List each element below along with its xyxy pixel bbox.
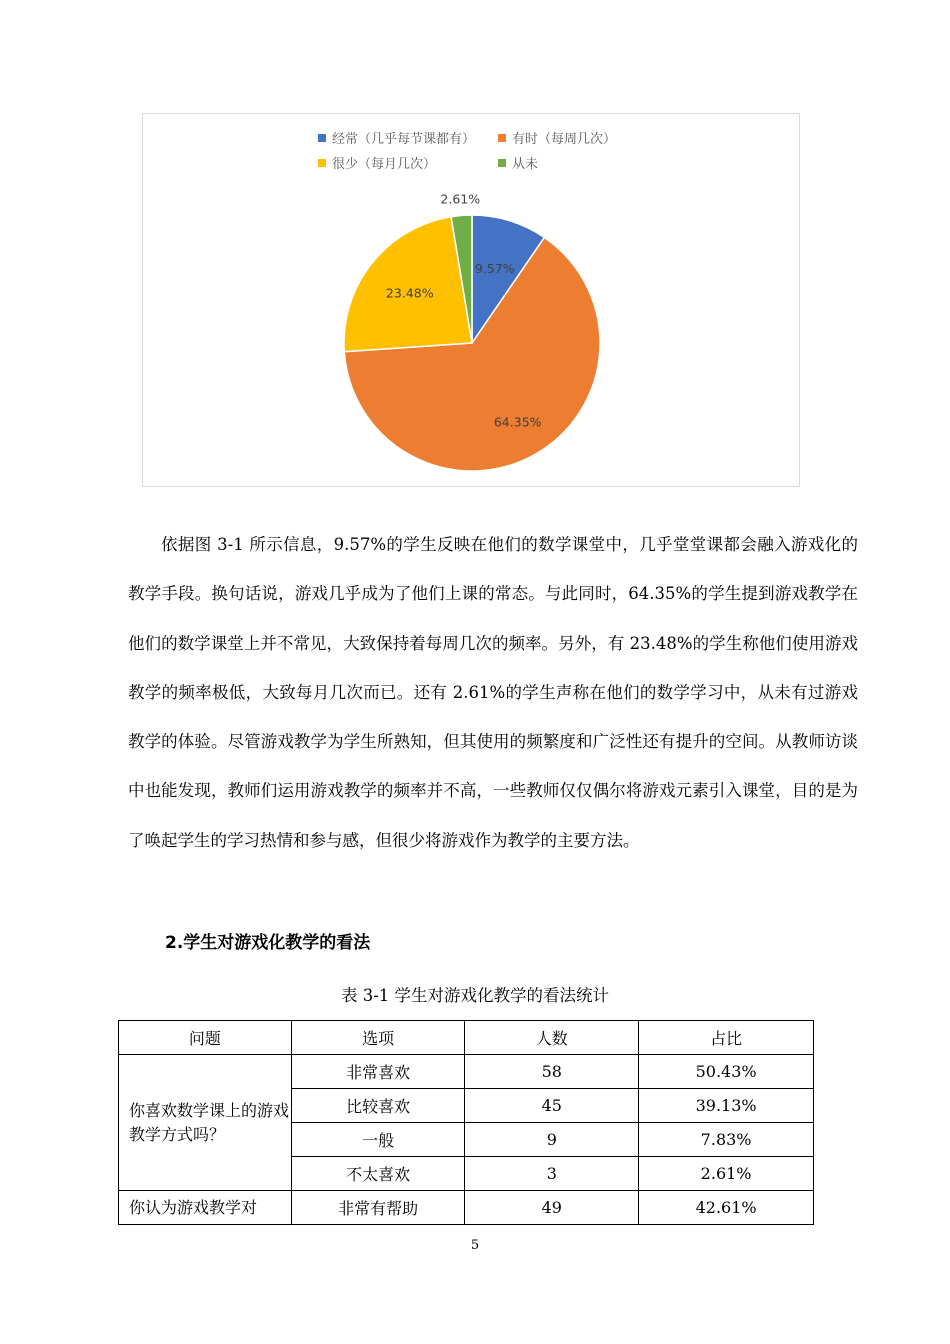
table-caption: 表 3-1 学生对游戏化教学的看法统计 [340, 986, 610, 1005]
header-count: 人数 [465, 1021, 639, 1055]
option-cell: 一般 [291, 1123, 465, 1157]
page-number: 5 [470, 1238, 480, 1253]
slice-label: 9.57% [474, 261, 515, 277]
count-cell: 49 [465, 1191, 639, 1225]
option-cell: 非常有帮助 [291, 1191, 465, 1225]
legend-label: 从未 [512, 157, 539, 172]
percent-cell: 2.61% [639, 1157, 814, 1191]
analysis-paragraph: 依据图 3-1 所示信息，9.57%的学生反映在他们的数学课堂中，几乎堂堂课都会融入游戏化的教学手段。换句话说，游戏几乎成为了他们上课的常态。与此同时，64.35%的学生提到游戏教学在他们的数学课堂上并不常见，大致保持着每周几次的频率。另外，有 23.48%的学生称他们使用游戏教学的频率极低，大致每月几次而已。还有 2.61%的学生声称在他们的数学学习中，从未有过游戏教学的体验。尽管游戏教学为学生所熟知，但其使用的频繁度和广泛性还有提升的空间。从教师访谈中也能发现，教师们运用游戏教学的频率并不高，一些教师仅仅偶尔将游戏元素引入课堂，目的是为了唤起学生的学习热情和参与感，但很少将游戏作为教学的主要方法。 [128, 535, 858, 850]
question-cell: 你喜欢数学课上的游戏教学方式吗？ [119, 1055, 292, 1191]
count-cell: 9 [465, 1123, 639, 1157]
percent-cell: 39.13% [639, 1089, 814, 1123]
count-cell: 58 [465, 1055, 639, 1089]
pie-svg [143, 114, 799, 486]
slice-label: 23.48% [385, 285, 434, 301]
percent-cell: 50.43% [639, 1055, 814, 1089]
option-cell: 非常喜欢 [291, 1055, 465, 1089]
slice-label: 2.61% [440, 191, 481, 207]
table-header-row [119, 1021, 814, 1055]
question-cell: 你认为游戏教学对 [119, 1191, 292, 1225]
option-cell: 不太喜欢 [291, 1157, 465, 1191]
table-row [119, 1055, 814, 1089]
statistics-table [118, 1020, 814, 1225]
legend-label: 很少（每月几次） [332, 157, 437, 172]
legend-label: 经常（几乎每节课都有） [332, 132, 476, 147]
percent-cell: 7.83% [639, 1123, 814, 1157]
count-cell: 45 [465, 1089, 639, 1123]
slice-rarely [344, 217, 472, 352]
percent-cell: 42.61% [639, 1191, 814, 1225]
table-row [119, 1191, 814, 1225]
option-cell: 比较喜欢 [291, 1089, 465, 1123]
header-percent: 占比 [639, 1021, 814, 1055]
header-option: 选项 [291, 1021, 465, 1055]
legend-label: 有时（每周几次） [512, 132, 617, 147]
pie-chart [142, 113, 800, 487]
section-heading: 2.学生对游戏化教学的看法 [165, 933, 371, 953]
count-cell: 3 [465, 1157, 639, 1191]
header-question: 问题 [119, 1021, 292, 1055]
slice-label: 64.35% [493, 414, 542, 430]
